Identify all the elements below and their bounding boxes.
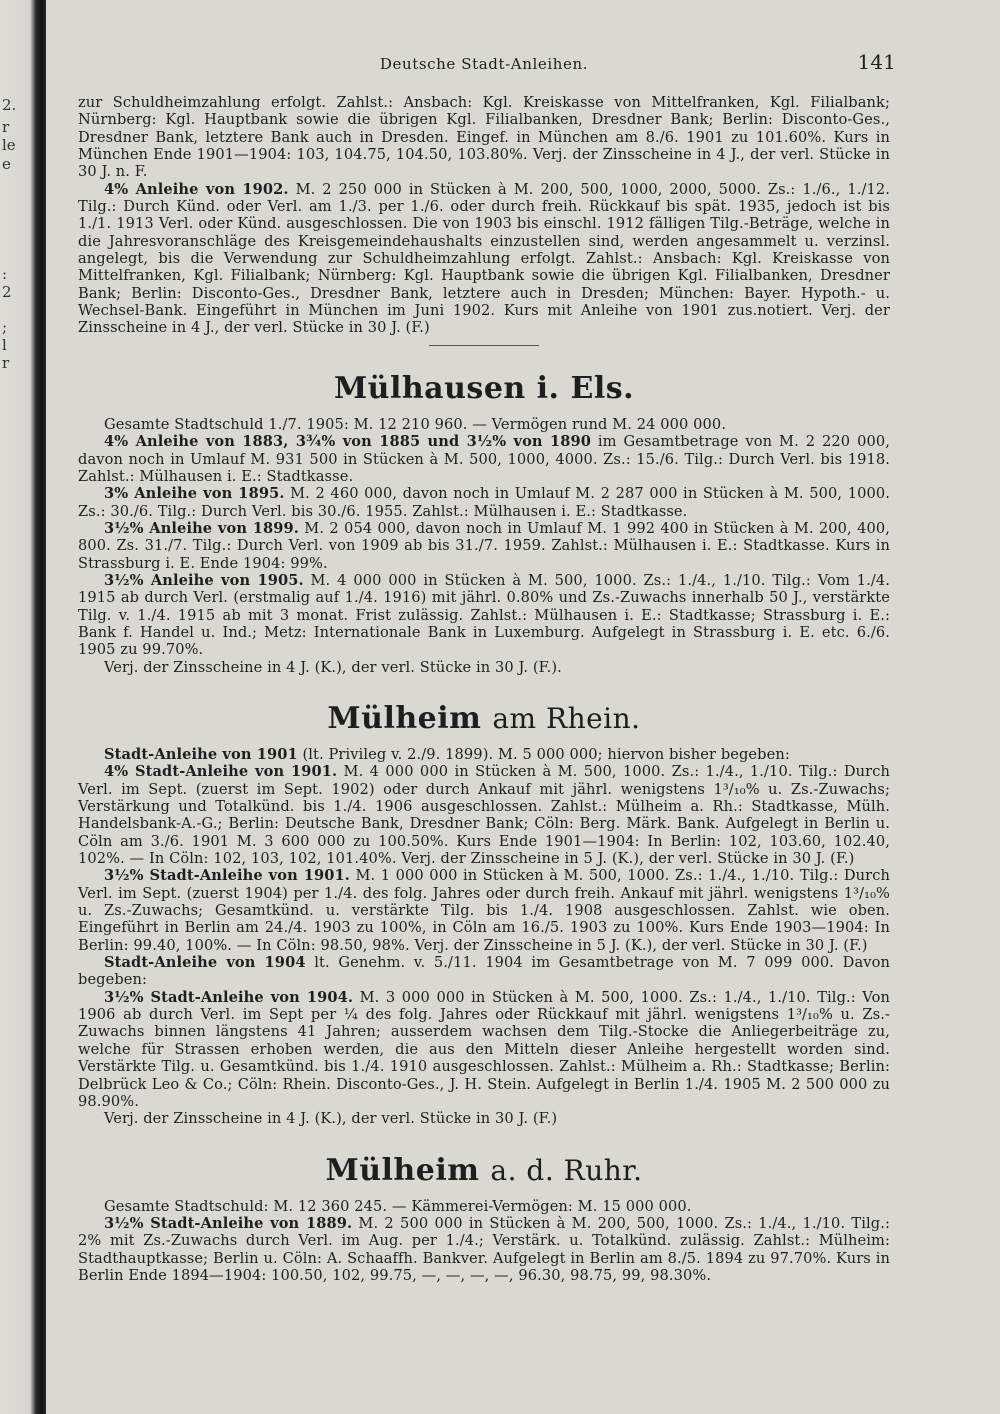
loan-heading: Stadt-Anleihe von 1901 xyxy=(104,745,298,763)
title-main: Mülheim xyxy=(325,1152,480,1188)
section-summary: Gesamte Stadtschuld: M. 12 360 245. — Kämmerei-Vermögen: M. 15 000 000. xyxy=(104,1197,692,1215)
loan-entry xyxy=(78,1215,890,1284)
loan-text: M. 1 000 000 in Stücken à M. 500, 1000. Zs.: 1./4., 1./10. Tilg.: Durch Verl. im Sept. (zuerst 1904) per 1./4. des folg. Jahres oder durch freih. Ankauf mit jährl. wenigstens 1³/₁₀% u. Zs.-Zuwachs; Gesamtkünd. u. verstärkte Tilg. bis 1./4. 1908 ausgeschlossen. Zahlst. wie oben. Eingeführt in Berlin am 24./4. 1903 zu 100%, in Cöln am 16./5. 1903 zu 100%. Kurs Ende 1903—1904: In Berlin: 99.40, 100%. — In Cöln: 98.50, 98%. Verj. der Zinsscheine in 5 J. (K.), der verl. Stücke in 30 J. (F.) xyxy=(78,867,890,954)
loan-text: (lt. Privileg v. 2./9. 1899). M. 5 000 000; hiervon bisher begeben: xyxy=(302,745,790,763)
loan-heading: 3% Anleihe von 1895. xyxy=(104,485,285,503)
title-rest: am Rhein. xyxy=(492,701,641,735)
running-title: Deutsche Stadt-Anleihen. xyxy=(379,55,589,73)
loan-entry xyxy=(78,763,890,867)
loan-intro xyxy=(78,746,890,763)
loan-heading: 3½% Stadt-Anleihe von 1889. xyxy=(104,1214,353,1232)
section-divider xyxy=(429,345,539,346)
gutter-mark: 2. xyxy=(2,96,17,114)
title-rest: a. d. Ruhr. xyxy=(490,1153,643,1187)
loan-heading: Stadt-Anleihe von 1904 xyxy=(104,954,306,972)
loan-heading: 3½% Anleihe von 1905. xyxy=(104,571,304,589)
loan-entry xyxy=(78,989,890,1110)
gutter-mark: r xyxy=(2,354,10,372)
loan-text: M. 4 000 000 in Stücken à M. 500, 1000. Zs.: 1./4., 1./10. Tilg.: Vom 1./4. 1915 ab durch Verl. (erstmalig auf 1./4. 1916) mit jährl. 0.80% und Zs.-Zuwachs innerhalb 50 J., verstärkte Tilg. v. 1./4. 1915 ab mit 3 monat. Frist zulässig. Zahlst.: Mülhausen i. E.: Stadtkasse; Strassburg i. E.: Bank f. Handel u. Ind.; Metz: Internationale Bank in Luxemburg. Aufgelegt in Strassburg i. E. etc. 6./6. 1905 zu 99.70%. xyxy=(78,571,890,659)
loan-entry xyxy=(78,520,890,572)
loan-text: M. 2 250 000 in Stücken à M. 200, 500, 1000, 2000, 5000. Zs.: 1./6., 1./12. Tilg.: Durch Künd. oder Verl. am 1./3. per 1./6. oder durch freih. Rückkauf bis spät. 1935, jedoch ist bis 1./1. 1913 Verl. oder Künd. ausgeschlossen. Die von 1903 bis einschl. 1912 fälligen Tilg.-Beträge, welche in die Jahresvoranschläge des Kreisgemeindehaushalts einzustellen sind, werden angesammelt u. verzinsl. angelegt, bis die Verwendung zur Schuldheimzahlung erfolgt. Zahlst.: Ansbach: Kgl. Kreiskasse von Mittelfranken, Kgl. Filialbank; Nürnberg: Kgl. Hauptbank sowie die übrigen Kgl. Filialbanken, Dresdner Bank; Berlin: Disconto-Ges., Dresdner Bank, letztere auch in Dresden; München: Bayer. Hypoth.- u. Wechsel-Bank. Eingeführt in München im Juni 1902. Kurs mit Anleihe von 1901 zus.notiert. Verj. der Zinsscheine in 4 J., der verl. Stücke in 30 J. (F.) xyxy=(78,180,890,337)
gutter-mark: e xyxy=(2,155,11,173)
gutter-mark: 2 xyxy=(2,283,12,301)
section-closing: Verj. der Zinsscheine in 4 J. (K.), der verl. Stücke in 30 J. (F.) xyxy=(104,1110,558,1128)
page-header xyxy=(78,50,896,82)
intro-paragraph: zur Schuldheimzahlung erfolgt. Zahlst.: Ansbach: Kgl. Kreiskasse von Mittelfranken, Kgl. Filialbank; Nürnberg: Kgl. Hauptbank sowie die übrigen Kgl. Filialbanken, Dresdner Bank; Berlin: Disconto-Ges., Dresdner Bank, letztere Bank auch in Dresden. Eingef. in München am 8./6. 1901 zu 101.60%. Kurs in München Ende 1901—1904: 103, 104.75, 104.50, 103.80%. Verj. der Zinsscheine in 4 J., der verl. Stücke in 30 J. n. F. xyxy=(78,94,890,181)
loan-heading: 4% Anleihe von 1902. xyxy=(104,180,289,198)
section-summary: Gesamte Stadtschuld 1./7. 1905: M. 12 210 960. — Vermögen rund M. 24 000 000. xyxy=(104,415,727,433)
page-number: 141 xyxy=(857,50,896,74)
loan-entry xyxy=(78,572,890,659)
binding-gutter xyxy=(0,0,46,1414)
loan-text: im Gesamtbetrage von M. 2 220 000, davon noch in Umlauf M. 931 500 in Stücken à M. 500, 1000, 4000. Zs.: 15./6. Tilg.: Durch Verl. bis 1918. Zahlst.: Mülhausen i. E.: Stadtkasse. xyxy=(78,433,890,485)
loan-text: M. 2 054 000, davon noch in Umlauf M. 1 992 400 in Stücken à M. 200, 400, 800. Zs. 31./7. Tilg.: Durch Verl. von 1909 ab bis 31./7. 1959. Zahlst.: Mülhausen i. E.: Stadtkasse. Kurs in Strassburg i. E. Ende 1904: 99%. xyxy=(78,519,890,572)
section-closing: Verj. der Zinsscheine in 4 J. (K.), der verl. Stücke in 30 J. (F.). xyxy=(104,658,562,676)
gutter-mark: : xyxy=(2,265,8,283)
loan-heading: 4% Stadt-Anleihe von 1901. xyxy=(104,763,338,781)
gutter-mark: l xyxy=(2,336,7,354)
loan-text: M. 4 000 000 in Stücken à M. 500, 1000. Zs.: 1./4., 1./10. Tilg.: Durch Verl. im Sept. (zuerst im Sept. 1902) oder durch Ankauf mit jährl. wenigstens 1³/₁₀% u. Zs.-Zuwachs; Verstärkung und Totalkünd. bis 1./4. 1906 ausgeschlossen. Zahlst.: Mülheim a. Rh.: Stadtkasse, Mülh. Handelsbank-A.-G.; Berlin: Deutsche Bank, Dresdner Bank; Cöln: Berg. Märk. Bank. Aufgelegt in Berlin u. Cöln am 3./6. 1901 M. 3 600 000 zu 100.50%. Kurs Ende 1901—1904: In Berlin: 102, 103.60, 102.40, 102%. — In Cöln: 102, 103, 102, 101.40%. Verj. der Zinsscheine in 5 J. (K.), der verl. Stücke in 30 J. (F.) xyxy=(78,763,890,868)
loan-text: M. 2 500 000 in Stücken à M. 200, 500, 1000. Zs.: 1./4., 1./10. Tilg.: 2% mit Zs.-Zuwachs durch Verl. im Aug. per 1./4.; Verstärk. u. Totalkünd. zulässig. Zahlst.: Mülheim: Stadthauptkasse; Berlin u. Cöln: A. Schaaffh. Bankver. Aufgelegt in Berlin am 8./5. 1894 zu 97.70%. Kurs in Berlin Ende 1894—1904: 100.50, 102, 99.75, —, —, —, —, 96.30, 98.75, 99, 98.30%. xyxy=(78,1214,890,1284)
section-title-muelheim-rhein xyxy=(78,702,890,736)
loan-text: M. 2 460 000, davon noch in Umlauf M. 2 287 000 in Stücken à M. 500, 1000. Zs.: 30./6. Tilg.: Durch Verl. bis 30./6. 1955. Zahlst.: Mülhausen i. E.: Stadtkasse. xyxy=(78,485,890,520)
section-title-muelhausen: Mülhausen i. Els. xyxy=(333,370,635,406)
section-title-muelheim-ruhr xyxy=(78,1154,890,1188)
loan-text: lt. Genehm. v. 5./11. 1904 im Gesamtbetrage von M. 7 099 000. Davon begeben: xyxy=(78,954,890,989)
loan-entry xyxy=(78,433,890,485)
loan-heading: 3½% Anleihe von 1899. xyxy=(104,519,299,537)
loan-heading: 3½% Stadt-Anleihe von 1901. xyxy=(104,867,350,885)
loan-intro xyxy=(78,954,890,989)
title-main: Mülheim xyxy=(327,700,482,736)
loan-heading: 4% Anleihe von 1883, 3¾% von 1885 und 3½% von 1890 xyxy=(104,433,591,451)
gutter-mark: ; xyxy=(2,318,8,336)
loan-text: M. 3 000 000 in Stücken à M. 500, 1000. Zs.: 1./4., 1./10. Tilg.: Von 1906 ab durch Verl. im Sept per ¼ des folg. Jahres oder Rückkauf mit jährl. wenigstens 1³/₁₀% u. Zs.-Zuwachs binnen längstens 41 Jahren; ausserdem wachsen dem Tilg.-Stocke die Anliegerbeiträge zu, welche für Strassen erhoben werden, die aus den Mitteln dieser Anleihe hergestellt worden sind. Verstärkte Tilg. u. Gesamtkünd. bis 1./4. 1910 ausgeschlossen. Zahlst.: Mülheim a. Rh.: Stadtkasse; Berlin: Delbrück Leo & Co.; Cöln: Rhein. Disconto-Ges., J. H. Stein. Aufgelegt in Berlin 1./4. 1905 M. 2 500 000 zu 98.90%. xyxy=(78,988,890,1110)
loan-entry xyxy=(78,485,890,520)
document-page xyxy=(78,50,896,1284)
loan-entry xyxy=(78,867,890,954)
gutter-mark: r xyxy=(2,118,10,136)
loan-heading: 3½% Stadt-Anleihe von 1904. xyxy=(104,988,354,1006)
gutter-mark: le xyxy=(2,136,16,154)
loan-1902-entry xyxy=(78,181,890,337)
